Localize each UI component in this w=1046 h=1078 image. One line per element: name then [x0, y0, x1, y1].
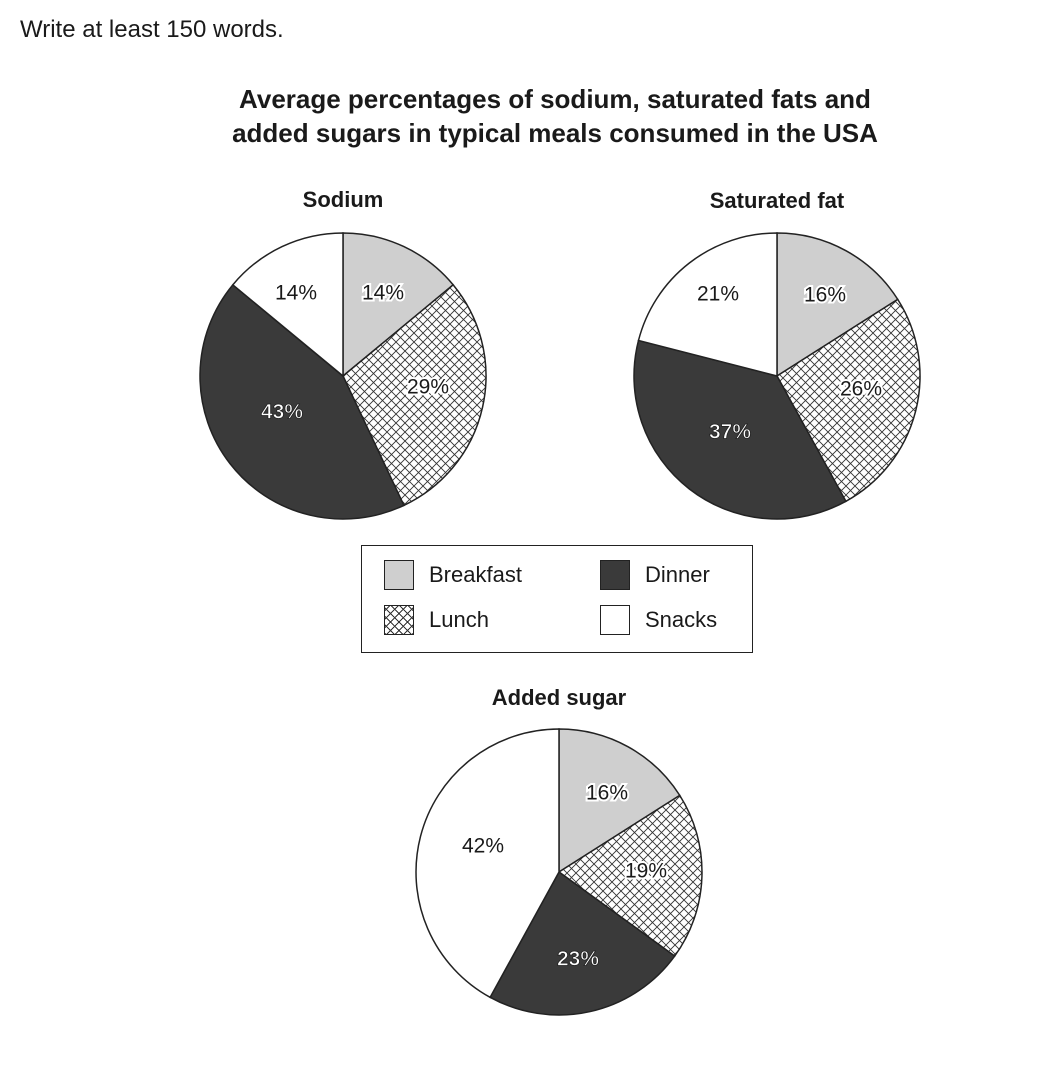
chart-title-line-2: added sugars in typical meals consumed in the USA	[232, 118, 878, 148]
legend-label-breakfast: Breakfast	[429, 562, 522, 587]
data-label-dinner: 23%	[556, 947, 600, 971]
data-label-lunch: 29%	[406, 375, 450, 399]
legend-item-lunch	[384, 605, 489, 635]
data-label-dinner: 37%	[708, 420, 752, 444]
data-label-breakfast: 16%	[585, 781, 629, 805]
chart-title-line-1: Average percentages of sodium, saturated fats and	[239, 84, 871, 114]
data-label-dinner: 43%	[260, 400, 304, 424]
pie-chart-1	[634, 188, 920, 519]
data-label-breakfast: 14%	[361, 281, 405, 305]
data-label-breakfast: 16%	[803, 283, 847, 307]
legend-label-dinner: Dinner	[645, 562, 710, 587]
legend	[361, 545, 753, 653]
legend-item-breakfast	[384, 560, 522, 590]
pie-chart-2	[416, 685, 702, 1015]
pie-title: Sodium	[302, 187, 384, 212]
instruction-text: Write at least 150 words.	[20, 16, 284, 43]
legend-swatch-lunch	[384, 605, 414, 635]
data-label-snacks: 14%	[274, 281, 318, 305]
data-label-lunch: 26%	[839, 377, 883, 401]
pie-chart-0	[200, 187, 486, 519]
pie-title: Saturated fat	[709, 188, 845, 213]
pie-title: Added sugar	[491, 685, 627, 710]
data-label-snacks: 21%	[696, 282, 740, 306]
legend-swatch-dinner	[600, 560, 630, 590]
legend-swatch-snacks	[600, 605, 630, 635]
legend-swatch-breakfast	[384, 560, 414, 590]
legend-item-dinner	[600, 560, 710, 590]
data-label-snacks: 42%	[461, 834, 505, 858]
legend-label-snacks: Snacks	[645, 607, 718, 632]
legend-label-lunch: Lunch	[429, 607, 489, 632]
data-label-lunch: 19%	[624, 859, 668, 883]
legend-item-snacks	[600, 605, 717, 635]
